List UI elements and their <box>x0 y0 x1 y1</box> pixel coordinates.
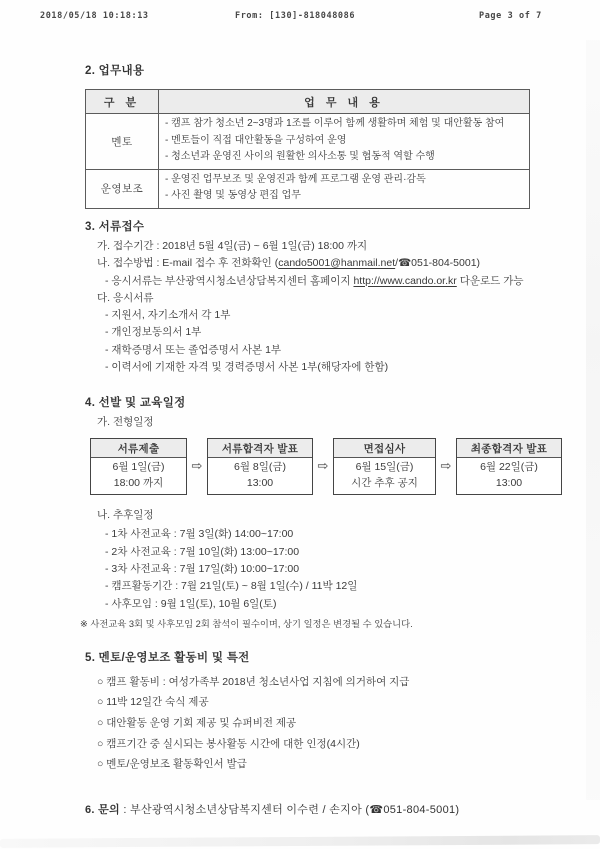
flow-box-time: 18:00 까지 <box>113 476 164 489</box>
operation-duty-item: - 운영진 업무보조 및 운영진과 함께 프로그램 운영 관리·감독 <box>165 173 426 185</box>
section-application-title: 3. 서류접수 <box>85 220 145 233</box>
contact-label: 6. 문의 <box>85 803 120 816</box>
table-row-mentor <box>86 114 530 170</box>
fax-transmission-header <box>0 11 600 25</box>
mentor-duty-item: - 청소년과 운영진 사이의 원활한 의사소통 및 협동적 역할 수행 <box>165 151 435 163</box>
flow-box-body <box>457 458 561 494</box>
operation-duty-item: - 사진 촬영 및 동영상 편집 업무 <box>165 190 301 202</box>
row-label-operation-support: 운영보조 <box>86 169 159 208</box>
future-schedule-label: 나. 추후일정 <box>97 509 154 522</box>
duties-table <box>85 89 530 209</box>
application-method-prefix: 나. 접수방법 : E-mail 접수 후 전화확인 ( <box>97 257 279 270</box>
selection-process-flow <box>90 438 562 495</box>
document-item: - 재학증명서 또는 졸업증명서 사본 1부 <box>105 343 282 356</box>
schedule-note: ※ 사전교육 3회 및 사후모임 2회 참석이 필수이며, 상기 일정은 변경될 수 있습니다. <box>80 618 413 629</box>
flow-box-final-pass-announcement <box>456 438 562 495</box>
benefit-item: ○ 캠프 활동비 : 여성가족부 2018년 청소년사업 지침에 의거하여 지급 <box>97 675 410 688</box>
flow-box-title: 서류제출 <box>91 439 186 458</box>
duties-table-header-row <box>86 90 530 114</box>
download-info-suffix: 다운로드 가능 <box>456 274 524 287</box>
flow-box-body <box>91 458 186 494</box>
section-duties-title: 2. 업무내용 <box>85 65 145 77</box>
benefit-item: ○ 11박 12일간 숙식 제공 <box>97 696 209 709</box>
mentor-duty-item: - 멘토들이 직접 대안활동을 구성하여 운영 <box>165 134 347 146</box>
fax-sender: From: [130]-818048086 <box>235 11 356 21</box>
flow-box-body <box>334 458 435 494</box>
benefit-item: ○ 멘토/운영보조 활동확인서 발급 <box>97 758 247 771</box>
benefit-item: ○ 대안활동 운영 기회 제공 및 슈퍼비전 제공 <box>97 717 297 730</box>
email-address: cando5001@hanmail.net <box>278 257 396 270</box>
required-documents-label: 다. 응시서류 <box>97 291 154 304</box>
flow-box-document-submission <box>90 438 187 495</box>
arrow-right-icon: ⇨ <box>440 458 452 474</box>
arrow-right-icon: ⇨ <box>191 458 203 474</box>
scan-artifact-bottom <box>0 835 600 848</box>
section-benefits-title: 5. 멘토/운영보조 활동비 및 특전 <box>85 651 250 664</box>
flow-box-date: 6월 22일(금) <box>480 460 538 473</box>
fax-timestamp: 2018/05/18 10:18:13 <box>40 11 149 21</box>
schedule-item: - 3차 사전교육 : 7월 17일(화) 10:00~17:00 <box>105 562 300 575</box>
operation-support-duties-cell <box>159 169 530 208</box>
row-label-mentor: 멘토 <box>86 114 159 170</box>
document-item: - 이력서에 기재한 자격 및 경력증명서 사본 1부(해당자에 한함) <box>105 361 389 374</box>
selection-schedule-label: 가. 전형일정 <box>97 416 154 429</box>
download-info-prefix: - 응시서류는 부산광역시청소년상담복지센터 홈페이지 <box>105 274 354 287</box>
document-item: - 개인정보동의서 1부 <box>105 326 202 339</box>
schedule-item: - 캠프활동기간 : 7월 21일(토) ~ 8월 1일(수) / 11박 12일 <box>105 580 358 593</box>
flow-box-body <box>208 458 312 494</box>
schedule-item: - 1차 사전교육 : 7월 3일(화) 14:00~17:00 <box>105 528 294 541</box>
flow-box-time: 13:00 <box>246 476 274 489</box>
duties-col-content-header: 업 무 내 용 <box>159 90 530 114</box>
flow-box-title: 서류합격자 발표 <box>208 439 312 458</box>
flow-box-date: 6월 8일(금) <box>233 460 287 473</box>
download-info-line <box>85 273 537 290</box>
arrow-right-icon: ⇨ <box>317 458 329 474</box>
benefit-item: ○ 캠프기간 중 실시되는 봉사활동 시간에 대한 인정(4시간) <box>97 737 360 750</box>
flow-box-interview <box>333 438 436 495</box>
flow-box-title: 최종합격자 발표 <box>457 439 561 458</box>
section-contact <box>85 801 537 817</box>
flow-box-date: 6월 15일(금) <box>355 460 414 473</box>
application-method-line <box>85 255 537 272</box>
flow-box-title: 면접심사 <box>334 439 435 458</box>
fax-page-number: Page 3 of 7 <box>479 11 542 21</box>
schedule-item: - 2차 사전교육 : 7월 10일(화) 13:00~17:00 <box>105 545 300 558</box>
application-lines <box>85 238 537 376</box>
duties-col-category-header: 구 분 <box>86 90 159 114</box>
section-schedule-title: 4. 선발 및 교육일정 <box>85 397 186 410</box>
table-row-operation-support <box>86 169 530 208</box>
scan-artifact-right <box>586 40 600 800</box>
flow-box-date: 6월 1일(금) <box>112 460 165 473</box>
application-period-line: 가. 접수기간 : 2018년 5월 4일(금) ~ 6월 1일(금) 18:00 까지 <box>97 239 368 252</box>
flow-box-time: 13:00 <box>495 476 523 489</box>
mentor-duties-cell <box>159 114 530 170</box>
benefits-list <box>85 672 537 775</box>
application-method-suffix: /☎051-804-5001) <box>395 257 481 270</box>
mentor-duty-item: - 캠프 참가 청소년 2~3명과 1조를 이루어 함께 생활하며 체험 및 대안활동 참여 <box>165 118 505 129</box>
document-item: - 지원서, 자기소개서 각 1부 <box>105 309 231 322</box>
website-url: http://www.cando.or.kr <box>353 274 457 287</box>
contact-detail: : 부산광역시청소년상담복지센터 이수련 / 손지아 (☎051-804-5001) <box>119 803 460 816</box>
document-body <box>80 55 548 817</box>
flow-box-document-pass-announcement <box>207 438 313 495</box>
flow-box-time: 시간 추후 공지 <box>351 476 418 489</box>
schedule-item: - 사후모임 : 9월 1일(토), 10월 6일(토) <box>105 597 277 610</box>
future-schedule-list <box>85 526 537 612</box>
